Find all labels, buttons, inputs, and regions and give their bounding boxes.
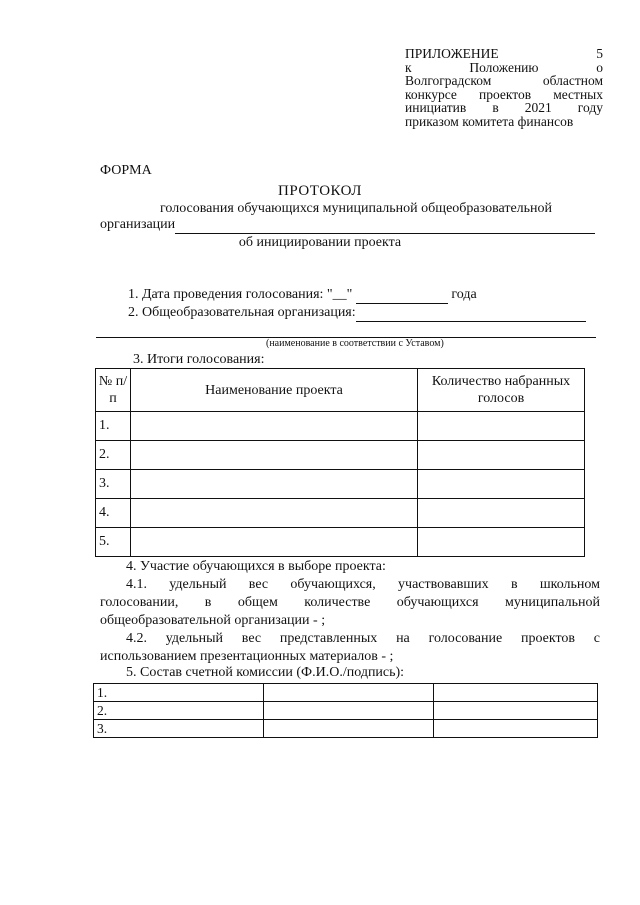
form-label: ФОРМА <box>100 163 152 178</box>
participation-item-4-2 <box>100 630 600 666</box>
commission-name-cell <box>264 684 434 702</box>
organization-field-blank <box>356 305 586 322</box>
voting-results-heading: 3. Итоги голосования: <box>133 352 265 367</box>
project-cell <box>131 499 418 528</box>
appendix-line: инициатив в 2021 году <box>405 100 603 115</box>
appendix-line: к Положению о <box>405 59 603 75</box>
votes-cell <box>418 499 585 528</box>
commission-name-cell <box>264 702 434 720</box>
row-number: 5. <box>96 528 131 557</box>
commission-member: 3. <box>94 720 264 738</box>
row-number: 1. <box>96 412 131 441</box>
table-header-row <box>96 369 585 412</box>
votes-cell <box>418 528 585 557</box>
table-row <box>96 528 585 557</box>
project-cell <box>131 528 418 557</box>
table-row <box>96 412 585 441</box>
item-4-1-line1: 4.1. удельный вес обучающихся, участвовавших в школьном <box>126 577 600 592</box>
organization-field-line <box>128 305 586 322</box>
commission-member: 2. <box>94 702 264 720</box>
appendix-line: конкурсе проектов местных <box>405 86 603 102</box>
row-number: 3. <box>96 470 131 499</box>
item-4-2-line2: использованием презентационных материалов - ; <box>100 649 394 664</box>
column-header-number: № п/п <box>96 369 131 412</box>
commission-member: 1. <box>94 684 264 702</box>
organization-note: (наименование в соответствии с Уставом) <box>266 338 444 349</box>
commission-name-cell <box>264 720 434 738</box>
commission-table <box>93 683 598 738</box>
organization-field-label: 2. Общеобразовательная организация: <box>128 305 356 320</box>
appendix-line: ПРИЛОЖЕНИЕ 5 <box>405 46 603 61</box>
item-4-1-line2: голосовании, в общем количестве обучающихся муниципальной <box>100 595 600 610</box>
participation-item-4-1 <box>100 576 600 630</box>
table-row <box>94 684 598 702</box>
voting-results-table <box>95 368 585 557</box>
row-number: 2. <box>96 441 131 470</box>
votes-cell <box>418 470 585 499</box>
commission-signature-cell <box>434 702 598 720</box>
column-header-project: Наименование проекта <box>131 369 418 412</box>
participation-heading-text: 4. Участие обучающихся в выборе проекта: <box>126 559 386 574</box>
project-cell <box>131 412 418 441</box>
subtitle-line1: голосования обучающихся муниципальной общеобразовательной <box>160 201 553 216</box>
table-row <box>94 702 598 720</box>
table-row <box>96 499 585 528</box>
voting-date-label: 1. Дата проведения голосования: "__" <box>128 287 353 302</box>
votes-cell <box>418 441 585 470</box>
voting-date-line <box>128 287 477 304</box>
voting-date-suffix: года <box>451 287 477 302</box>
project-cell <box>131 441 418 470</box>
organization-label: организации <box>100 217 176 232</box>
table-row <box>94 720 598 738</box>
participation-heading <box>100 558 600 576</box>
item-4-2-line1: 4.2. удельный вес представленных на голосование проектов с <box>126 631 600 646</box>
votes-cell <box>418 412 585 441</box>
item-4-1-line3: общеобразовательной организации - ; <box>100 613 326 628</box>
commission-heading-text: 5. Состав счетной комиссии (Ф.И.О./подпись): <box>126 665 405 680</box>
voting-date-blank <box>356 287 448 304</box>
column-header-votes: Количество набранных голосов <box>418 369 585 412</box>
commission-heading <box>100 664 600 682</box>
commission-signature-cell <box>434 720 598 738</box>
appendix-line: Волгоградском областном <box>405 73 603 88</box>
appendix-header <box>405 47 603 128</box>
subtitle-line3: об инициировании проекта <box>238 235 402 250</box>
organization-blank <box>175 217 595 234</box>
commission-signature-cell <box>434 684 598 702</box>
row-number: 4. <box>96 499 131 528</box>
document-title: ПРОТОКОЛ <box>278 183 362 199</box>
appendix-line: приказом комитета финансов <box>405 113 574 129</box>
organization-line <box>100 217 595 234</box>
table-row <box>96 441 585 470</box>
project-cell <box>131 470 418 499</box>
table-row <box>96 470 585 499</box>
